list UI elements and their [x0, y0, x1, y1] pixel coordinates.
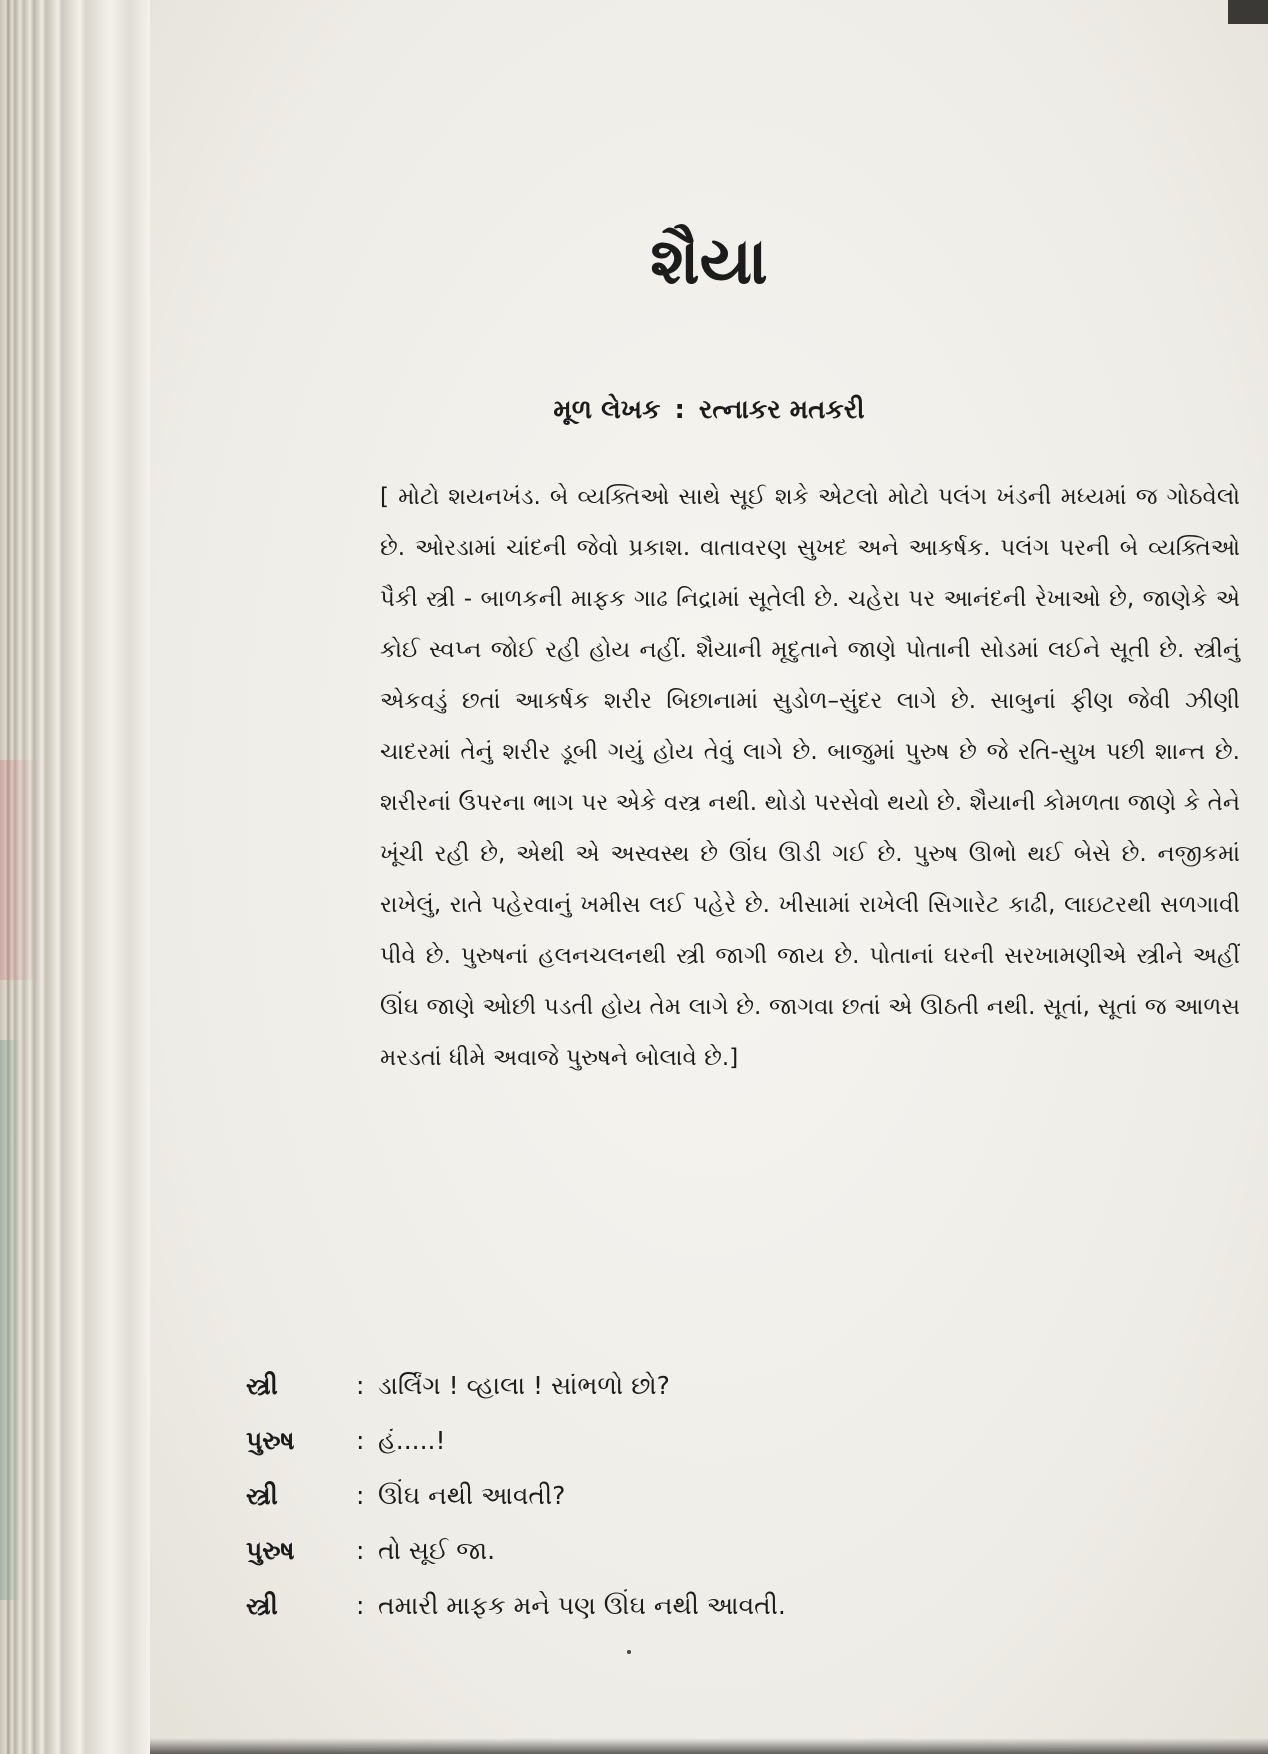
- speech-text: તમારી માફક મને પણ ઊંઘ નથી આવતી.: [378, 1591, 786, 1620]
- dialogue-line: [246, 1358, 1226, 1413]
- author-separator: :: [674, 395, 685, 425]
- book-page: [150, 0, 1268, 1754]
- speech-text: ડાર્લિંગ ! વ્હાલા ! સાંભળો છો?: [378, 1371, 670, 1400]
- edge-tint-green: [0, 1040, 22, 1600]
- dialogue: [246, 1358, 1226, 1633]
- page-title: શૈયા: [650, 225, 768, 299]
- dialogue-line: [246, 1468, 1226, 1523]
- speaker-colon: :: [356, 1591, 365, 1620]
- page-bottom-shadow: [150, 1738, 1268, 1754]
- speaker-name: પુરુષ: [246, 1426, 295, 1455]
- speech-text: ઊંઘ નથી આવતી?: [378, 1481, 566, 1510]
- dialogue-line: [246, 1523, 1226, 1578]
- page-edges: [0, 0, 150, 1754]
- speaker-colon: :: [356, 1536, 365, 1565]
- speaker-name: સ્ત્રી: [246, 1481, 278, 1510]
- speaker-name: સ્ત્રી: [246, 1371, 278, 1400]
- author-label: મૂળ લેખક: [553, 395, 661, 425]
- dialogue-line: [246, 1413, 1226, 1468]
- author-name: રત્નાકર મતકરી: [698, 395, 865, 425]
- speaker-colon: :: [356, 1426, 365, 1455]
- page-content: [150, 0, 1268, 1754]
- edge-tint-pink: [0, 760, 40, 980]
- ink-speck: [627, 1650, 631, 1654]
- speaker-name: સ્ત્રી: [246, 1591, 278, 1620]
- speech-text: હં.....!: [378, 1426, 446, 1455]
- author-line: [150, 395, 1268, 426]
- stage-direction: [ મોટો શયનખંડ. બે વ્યક્તિઓ સાથે સૂઈ શકે એટલો મોટો પલંગ ખંડની મધ્યમાં જ ગોઠવેલો છે. ઓરડામાં ચાંદની જેવો પ્રકાશ. વાતાવરણ સુખદ અને આકર્ષક. પલંગ પરની બે વ્યક્તિઓ પૈકી સ્ત્રી - બાળકની માફક ગાઢ નિદ્રામાં સૂતેલી છે. ચહેરા પર આનંદની રેખાઓ છે, જાણેકે એ કોઈ સ્વપ્ન જોઈ રહી હોય નહીં. શૈયાની મૃદુતાને જાણે પોતાની સોડમાં લઈને સૂતી છે. સ્ત્રીનું એકવડું છતાં આકર્ષક શરીર બિછાનામાં સુડોળ–સુંદર લાગે છે. સાબુનાં ફીણ જેવી ઝીણી ચાદરમાં તેનું શરીર ડૂબી ગયું હોય તેવું લાગે છે. બાજુમાં પુરુષ છે જે રતિ-સુખ પછી શાન્ત છે. શરીરનાં ઉપરના ભાગ પર એકે વસ્ત્ર નથી. થોડો પરસેવો થયો છે. શૈયાની કોમળતા જાણે કે તેને ખૂંચી રહી છે, એથી એ અસ્વસ્થ છે ઊંઘ ઊડી ગઈ છે. પુરુષ ઊભો થઈ બેસે છે. નજીકમાં રાખેલું, રાતે પહેરવાનું ખમીસ લઈ પહેરે છે. ખીસામાં રાખેલી સિગારેટ કાઢી, લાઇટરથી સળગાવી પીવે છે. પુરુષનાં હલનચલનથી સ્ત્રી જાગી જાય છે. પોતાનાં ઘરની સરખામણીએ સ્ત્રીને અહીં ઊંઘ જાણે ઓછી પડતી હોય તેમ લાગે છે. જાગવા છતાં એ ઊઠતી નથી. સૂતાં, સૂતાં જ આળસ મરડતાં ધીમે અવાજે પુરુષને બોલાવે છે.]: [380, 484, 1240, 1071]
- dialogue-line: [246, 1578, 1226, 1633]
- speech-text: તો સૂઈ જા.: [378, 1536, 496, 1565]
- speaker-name: પુરુષ: [246, 1536, 295, 1565]
- speaker-colon: :: [356, 1481, 365, 1510]
- speaker-colon: :: [356, 1371, 365, 1400]
